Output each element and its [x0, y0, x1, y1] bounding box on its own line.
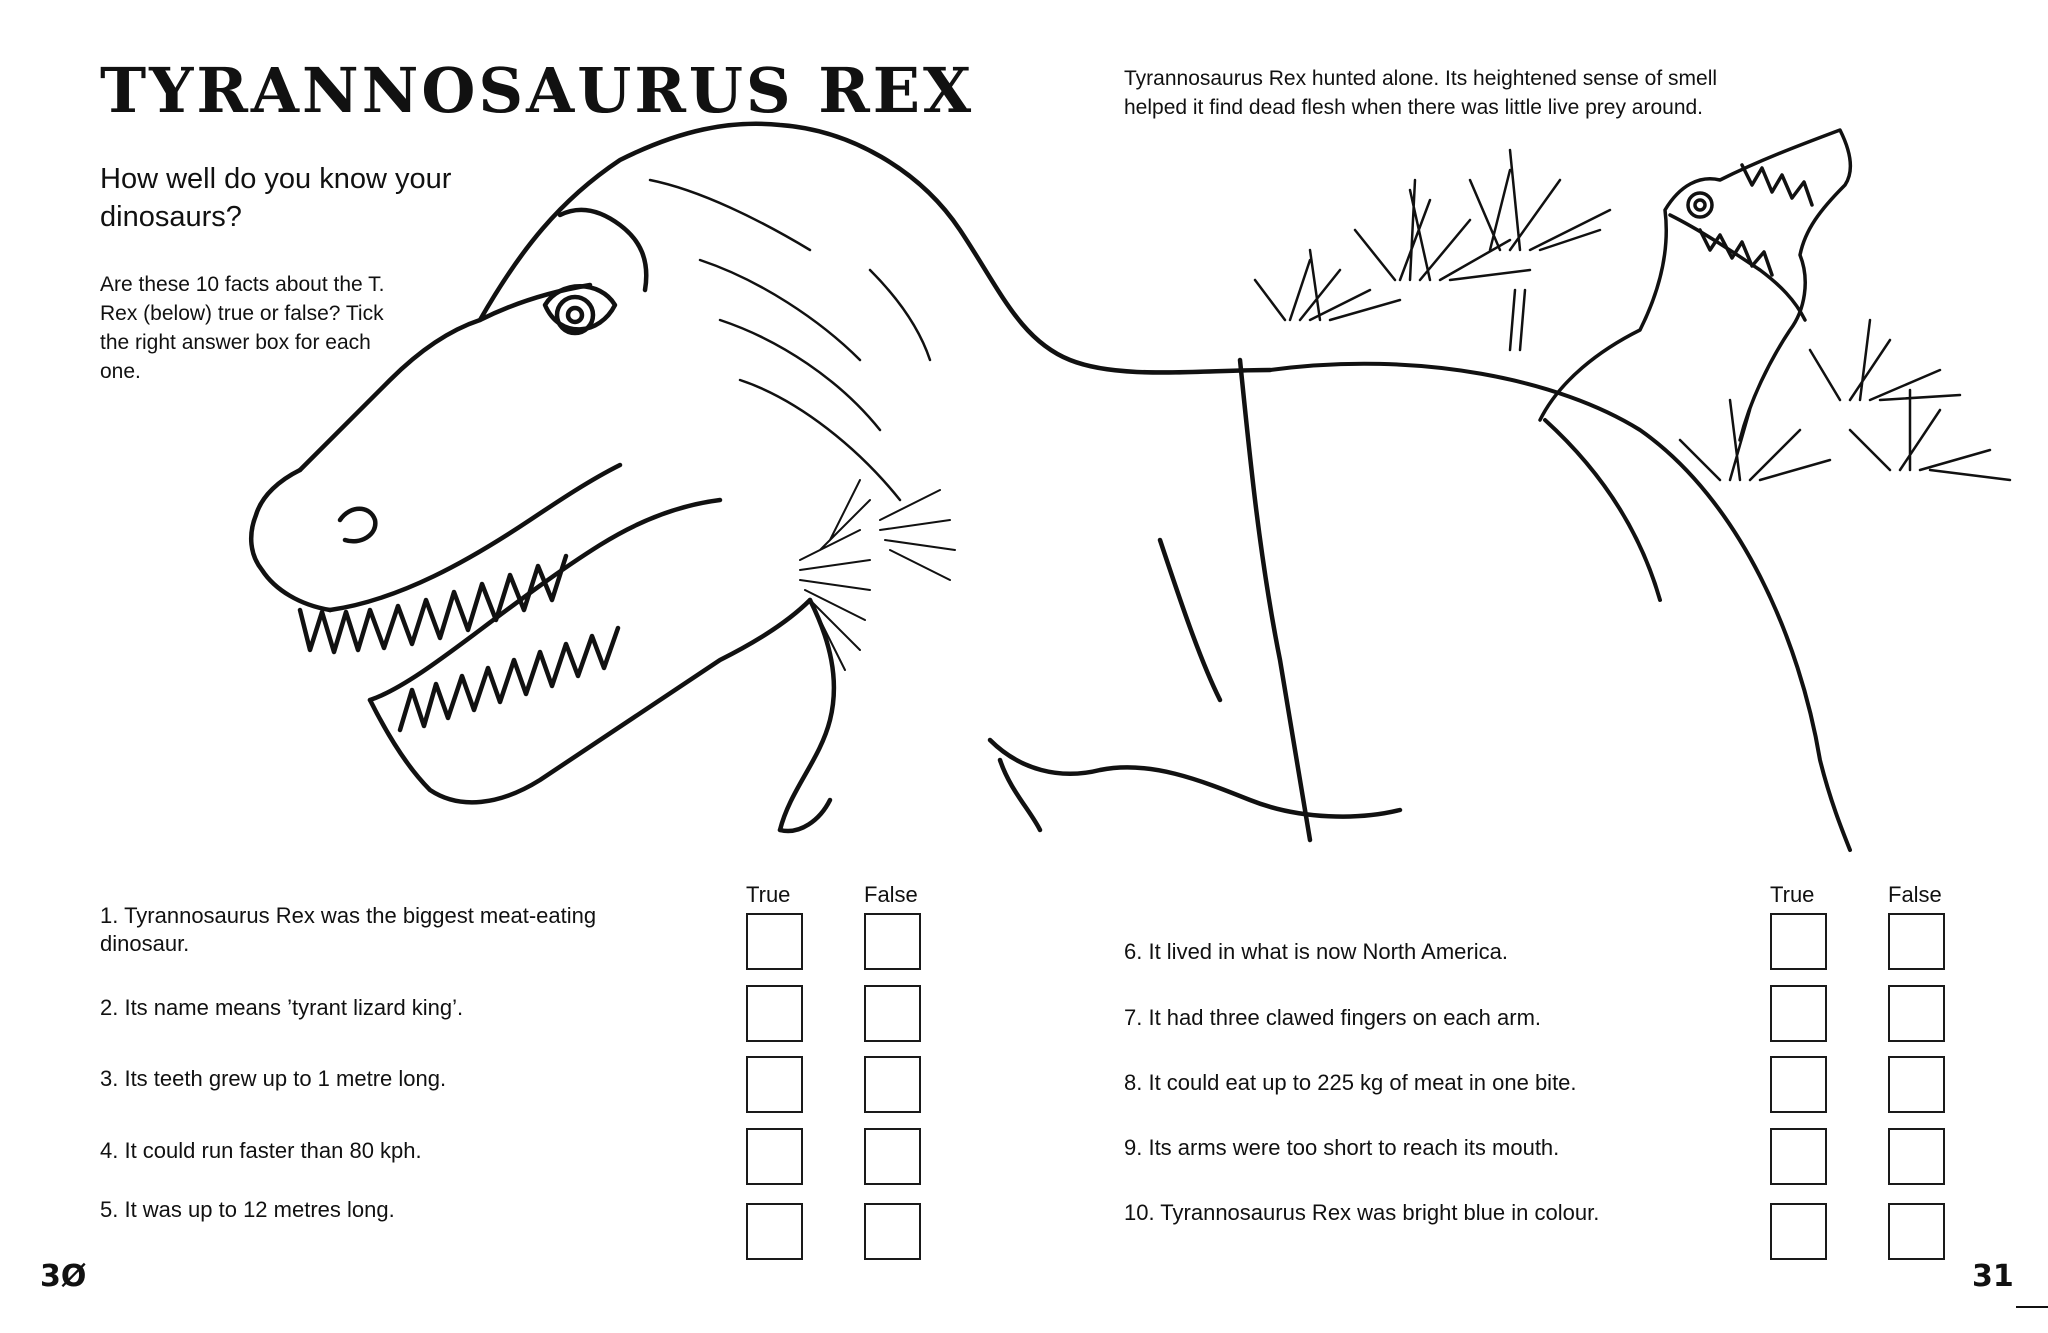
q9-false-checkbox[interactable] [1888, 1128, 1945, 1185]
q2-false-checkbox[interactable] [864, 985, 921, 1042]
instructions-text: Are these 10 facts about the T. Rex (below) true or false? Tick the right answer box for each one. [100, 273, 385, 383]
q8-true-checkbox[interactable] [1770, 1056, 1827, 1113]
false-column-header-right: False [1888, 882, 1942, 907]
question-10: 10. Tyrannosaurus Rex was bright blue in colour. [1124, 1200, 1600, 1225]
q4-false-checkbox[interactable] [864, 1128, 921, 1185]
q4-true-checkbox[interactable] [746, 1128, 803, 1185]
q6-false-checkbox[interactable] [1888, 913, 1945, 970]
q3-false-checkbox[interactable] [864, 1056, 921, 1113]
foliage [1255, 150, 2010, 480]
q2-true-checkbox[interactable] [746, 985, 803, 1042]
q10-true-checkbox[interactable] [1770, 1203, 1827, 1260]
question-9: 9. Its arms were too short to reach its mouth. [1124, 1135, 1560, 1160]
subtitle: How well do you know your dinosaurs? [100, 163, 452, 233]
q1-true-checkbox[interactable] [746, 913, 803, 970]
false-column-header-left: False [864, 882, 918, 907]
background-body-outline [1270, 364, 1850, 850]
question-6: 6. It lived in what is now North America. [1124, 939, 1508, 964]
question-8: 8. It could eat up to 225 kg of meat in one bite. [1124, 1070, 1577, 1095]
corner-rule [2016, 1306, 2048, 1308]
true-column-header-left: True [746, 882, 791, 907]
question-1: 1. Tyrannosaurus Rex was the biggest meat-eating dinosaur. [100, 903, 597, 956]
q5-true-checkbox[interactable] [746, 1203, 803, 1260]
question-4: 4. It could run faster than 80 kph. [100, 1138, 422, 1163]
question-2: 2. Its name means ’tyrant lizard king’. [100, 995, 464, 1020]
q8-false-checkbox[interactable] [1888, 1056, 1945, 1113]
page-number-right: 31 [1972, 1259, 2014, 1294]
question-3: 3. Its teeth grew up to 1 metre long. [100, 1066, 447, 1091]
side-fact-text: Tyrannosaurus Rex hunted alone. Its heightened sense of smell helped it find dead flesh when there was little live prey around. [1124, 67, 1718, 119]
q9-true-checkbox[interactable] [1770, 1128, 1827, 1185]
q3-true-checkbox[interactable] [746, 1056, 803, 1113]
true-column-header-right: True [1770, 882, 1815, 907]
question-7: 7. It had three clawed fingers on each arm. [1124, 1005, 1542, 1030]
q10-false-checkbox[interactable] [1888, 1203, 1945, 1260]
question-5: 5. It was up to 12 metres long. [100, 1197, 395, 1222]
page-number-left: 3Ø [40, 1259, 87, 1294]
q6-true-checkbox[interactable] [1770, 913, 1827, 970]
q7-false-checkbox[interactable] [1888, 985, 1945, 1042]
q5-false-checkbox[interactable] [864, 1203, 921, 1260]
second-trex [1540, 130, 1850, 440]
q1-false-checkbox[interactable] [864, 913, 921, 970]
page-title: TYRANNOSAURUS REX [100, 54, 975, 127]
q7-true-checkbox[interactable] [1770, 985, 1827, 1042]
